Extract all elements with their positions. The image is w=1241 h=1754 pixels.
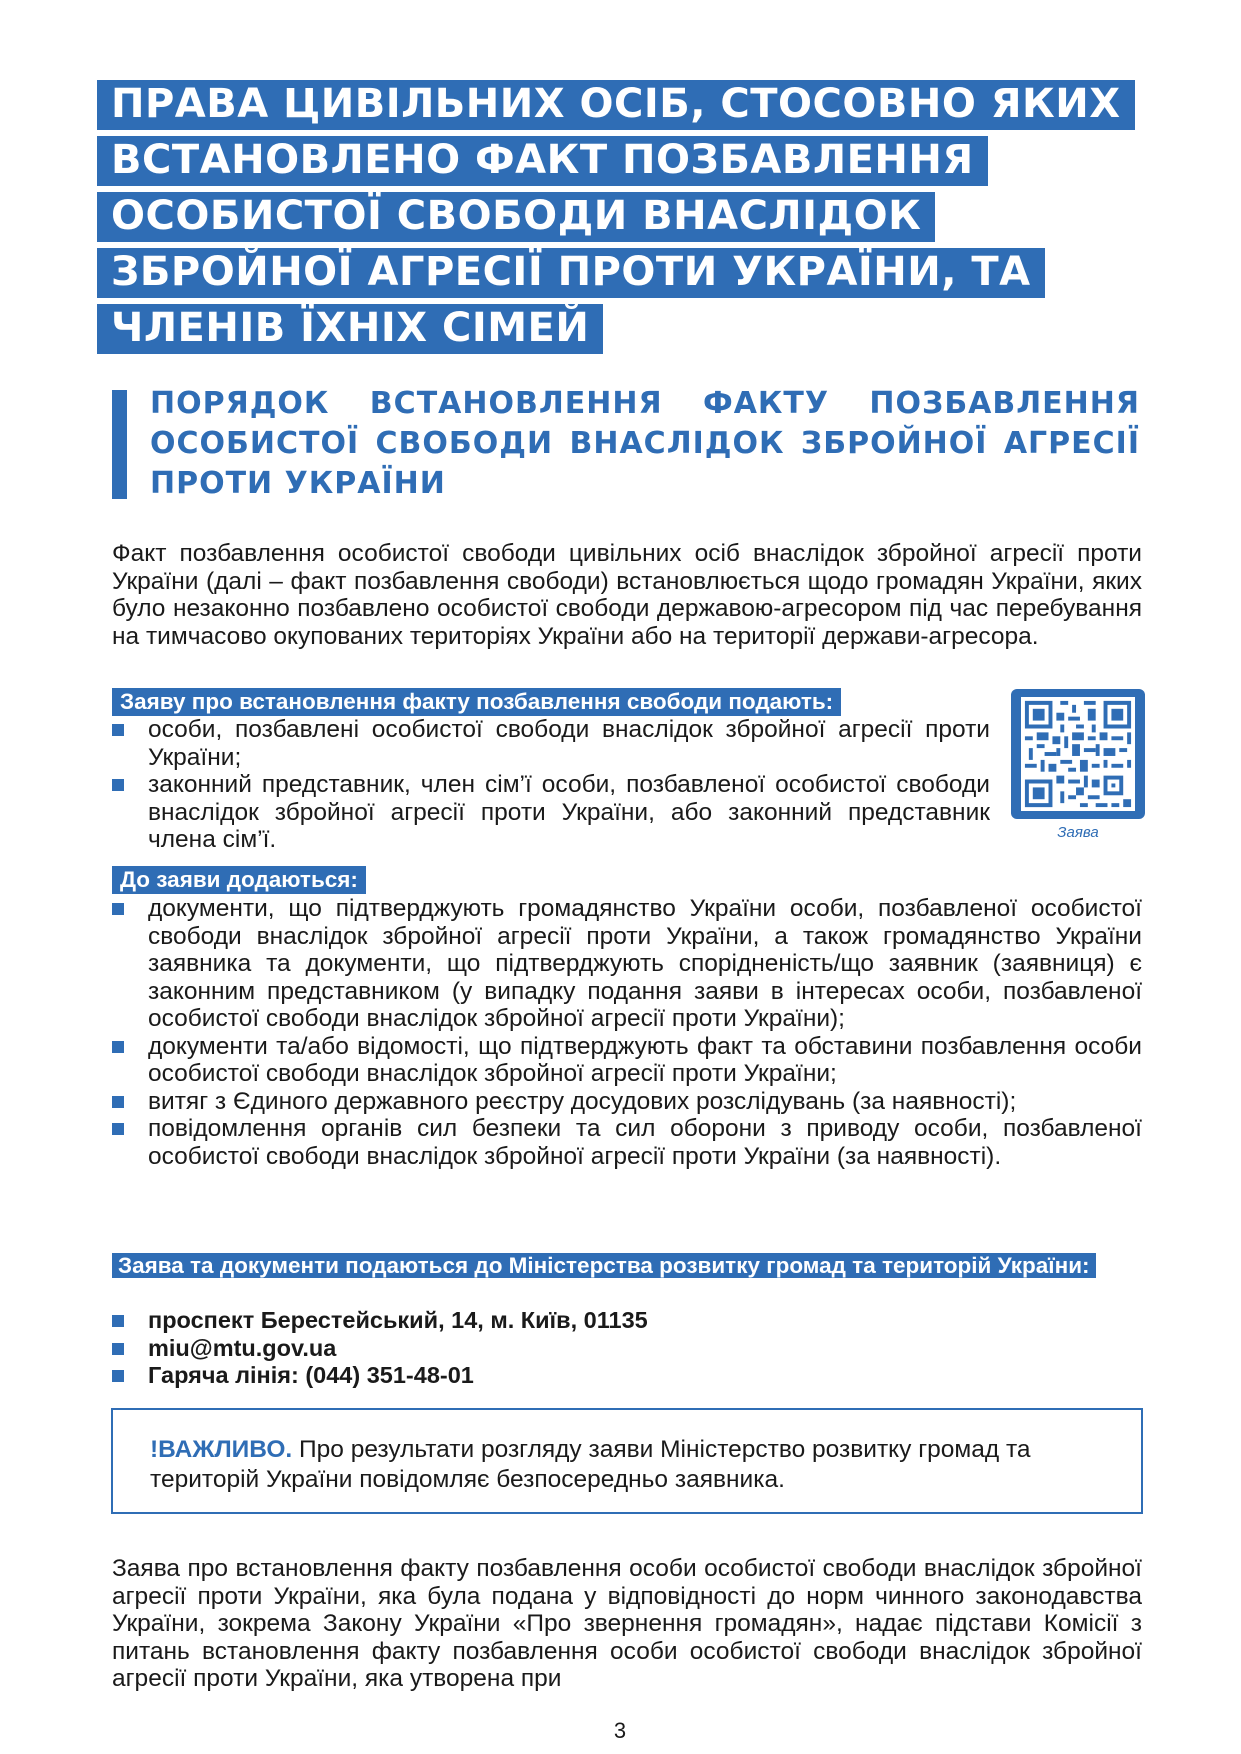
section-title: ПОРЯДОК ВСТАНОВЛЕННЯ ФАКТУ ПОЗБАВЛЕННЯ ОСОБИСТОЇ СВОБОДИ ВНАСЛІДОК ЗБРОЙНОЇ АГРЕСІЇ ПРОТИ УКРАЇНИ: [150, 386, 1140, 501]
submission-list: [112, 1307, 1142, 1390]
address-text: проспект Берестейський, 14, м. Київ, 01135: [148, 1307, 648, 1333]
square-bullet-icon: [112, 1315, 124, 1327]
square-bullet-icon: [112, 724, 124, 736]
attachments-label: До заяви додаються:: [112, 866, 366, 894]
qr-caption: Заява: [1057, 824, 1099, 841]
address-item: [112, 1307, 1142, 1335]
list-item: [112, 1088, 1142, 1116]
email-item[interactable]: [112, 1335, 1142, 1363]
list-item: [112, 1033, 1142, 1088]
submission-label-text: Заява та документи подаються до Міністерства розвитку громад та територій України:: [112, 1253, 1096, 1278]
square-bullet-icon: [112, 903, 124, 915]
square-bullet-icon: [112, 1370, 124, 1382]
attachments-list: [112, 895, 1142, 1170]
intro-paragraph: Факт позбавлення особистої свободи цивільних осіб внаслідок збройної агресії проти України (далі – факт позбавлення свободи) встановлюється щодо громадян України, яких було незаконно позбавлено особистої свободи державою-агресором під час перебування на тимчасово окупованих територіях України або на території держави-агресора.: [112, 540, 1142, 650]
qr-code[interactable]: [1011, 689, 1145, 819]
list-item-text: документи, що підтверджують громадянство України особи, позбавленої особистої свободи внаслідок збройної агресії проти України, а також громадянство України заявника та документи, що підтверджують спорідненість/що заявник (заявниця) є законним представником (у випадку подання заяви в інтересах особи, позбавленої особистої свободи внаслідок збройної агресії проти України);: [148, 895, 1142, 1032]
list-item-text: витяг з Єдиного державного реєстру досудових розслідувань (за наявності);: [148, 1087, 1017, 1115]
page-title-text: ПРАВА ЦИВІЛЬНИХ ОСІБ, СТОСОВНО ЯКИХ ВСТАНОВЛЕНО ФАКТ ПОЗБАВЛЕННЯ ОСОБИСТОЇ СВОБОДИ ВНАСЛІДОК ЗБРОЙНОЇ АГРЕСІЇ ПРОТИ УКРАЇНИ, ТА ЧЛЕНІВ ЇХНІХ СІМЕЙ: [97, 80, 1135, 354]
square-bullet-icon: [112, 1343, 124, 1355]
hotline-item[interactable]: [112, 1362, 1142, 1390]
notice-prefix: !ВАЖЛИВО.: [150, 1436, 293, 1463]
applicants-list: [112, 716, 990, 854]
list-item: [112, 1115, 1142, 1170]
hotline-text[interactable]: Гаряча лінія: (044) 351-48-01: [148, 1362, 474, 1388]
section-accent-bar: [112, 390, 127, 499]
list-item: [112, 771, 990, 854]
list-item-text: законний представник, член сім’ї особи, позбавленої особистої свободи внаслідок збройної агресії проти України, або законний представник члена сім’ї.: [148, 771, 990, 853]
qr-code-icon: [1021, 697, 1135, 811]
list-item: [112, 895, 1142, 1033]
closing-paragraph: Заява про встановлення факту позбавлення особи особистої свободи внаслідок збройної агресії проти України, яка була подана у відповідності до норм чинного законодавства України, зокрема Закону України «Про звернення громадян», надає підстави Комісії з питань встановлення факту позбавлення особи особистої свободи внаслідок збройної агресії проти України, яка утворена при: [112, 1555, 1142, 1692]
email-link[interactable]: miu@mtu.gov.ua: [148, 1334, 337, 1361]
square-bullet-icon: [112, 1123, 124, 1135]
notice-body: Про результати розгляду заяви Міністерство розвитку громад та територій України повідомляє безпосередньо заявника.: [150, 1436, 1031, 1493]
list-item-text: документи та/або відомості, що підтверджують факт та обставини позбавлення особи особистої свободи внаслідок збройної агресії проти України;: [148, 1032, 1142, 1087]
square-bullet-icon: [112, 779, 124, 791]
page-title: [97, 76, 1147, 356]
submission-label: [112, 1252, 1145, 1279]
list-item: [112, 716, 990, 771]
square-bullet-icon: [112, 1041, 124, 1053]
applicants-label: Заяву про встановлення факту позбавлення свободи подають:: [112, 688, 841, 716]
notice-text: [150, 1435, 1120, 1495]
list-item-text: повідомлення органів сил безпеки та сил оборони з приводу особи, позбавленої особистої свободи внаслідок збройної агресії проти України (за наявності).: [148, 1115, 1142, 1170]
important-notice: [111, 1408, 1143, 1514]
page-number: 3: [613, 1718, 627, 1743]
list-item-text: особи, позбавлені особистої свободи внаслідок збройної агресії проти України;: [148, 716, 990, 771]
square-bullet-icon: [112, 1096, 124, 1108]
